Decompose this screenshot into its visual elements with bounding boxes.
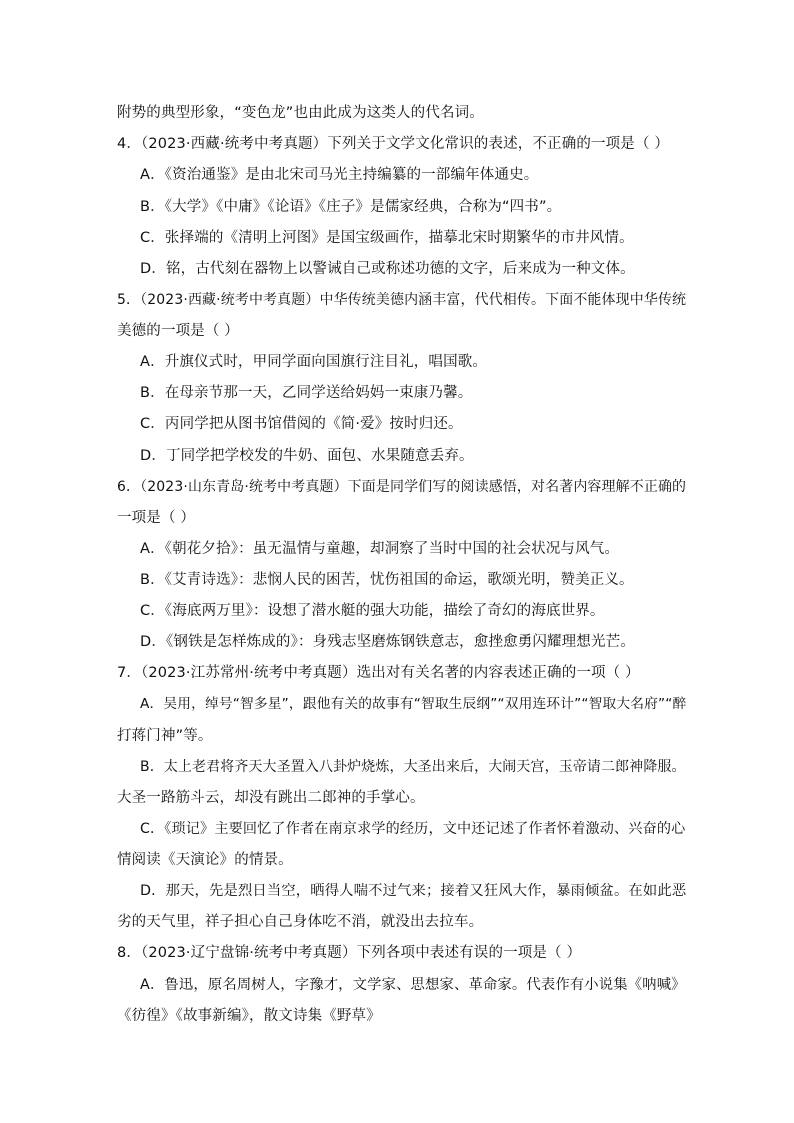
question-7-option-a: A．吴用，绰号“智多星”，跟他有关的故事有“智取生辰纲”“双用连环计”“智取大名府”“醉 — [140, 696, 687, 712]
question-6-option-c: C．《海底两万里》：设想了潜水艇的强大功能，描绘了奇幻的海底世界。 — [140, 603, 605, 619]
question-6-option-d: D．《钢铁是怎样炼成的》：身残志坚磨炼钢铁意志，愈挫愈勇闪耀理想光芒。 — [140, 634, 635, 650]
question-6-option-b: B．《艾青诗选》：悲悯人民的困苦，忧伤祖国的命运，歌颂光明，赞美正义。 — [140, 572, 634, 588]
question-5-option-a: A．升旗仪式时，甲同学面向国旗行注目礼，唱国歌。 — [140, 354, 488, 370]
question-6-option-a: A．《朝花夕拾》：虽无温情与童趣，却洞察了当时中国的社会状况与风气。 — [140, 541, 620, 557]
question-7-stem: 7．（2023·江苏常州·统考中考真题）选出对有关名著的内容表述正确的一项（ ） — [117, 665, 640, 681]
question-8-option-a: A．鲁迅，原名周树人，字豫才，文学家、思想家、革命家。代表作有小说集《呐喊》 — [140, 977, 686, 993]
question-5-stem: 5．（2023·西藏·统考中考真题）中华传统美德内涵丰富，代代相传。下面不能体现中华传统 — [117, 292, 687, 308]
question-8-option-a-cont: 《彷徨》《故事新编》，散文诗集《野草》 — [117, 1008, 381, 1024]
question-7-option-a-cont: 打蒋门神”等。 — [117, 728, 213, 744]
question-5-option-c: C．丙同学把从图书馆借阅的《简·爱》按时归还。 — [140, 416, 463, 432]
question-7-option-d-cont: 劣的天气里，祥子担心自己身体吃不消，就没出去拉车。 — [117, 914, 484, 930]
question-5-option-b: B．在母亲节那一天，乙同学送给妈妈一束康乃馨。 — [140, 385, 473, 401]
question-4-option-a: A．《资治通鉴》是由北宋司马光主持编纂的一部编年体通史。 — [140, 167, 539, 183]
question-7-option-b-cont: 大圣一路筋斗云，却没有跳出二郎神的手掌心。 — [117, 790, 425, 806]
question-6-stem: 6．（2023·山东青岛·统考中考真题）下面是同学们写的阅读感悟，对名著内容理解不正确的 — [117, 479, 687, 495]
question-4-option-d: D．铭，古代刻在器物上以警诫自己或称述功德的文字，后来成为一种文体。 — [140, 261, 635, 277]
question-4-stem: 4．（2023·西藏·统考中考真题）下列关于文学文化常识的表述，不正确的一项是（ ） — [117, 136, 670, 152]
question-6-stem-cont: 一项是（ ） — [117, 510, 196, 526]
question-7-option-c: C．《琐记》主要回忆了作者在南京求学的经历，文中还记述了作者怀着激动、兴奋的心 — [140, 821, 686, 837]
question-4-option-b: B．《大学》《中庸》《论语》《庄子》是儒家经典，合称为“四书”。 — [140, 199, 562, 215]
question-4-option-c: C．张择端的《清明上河图》是国宝级画作，描摹北宋时期繁华的市井风情。 — [140, 230, 634, 246]
question-7-option-d: D．那天，先是烈日当空，晒得人喘不过气来；接着又狂风大作，暴雨倾盆。在如此恶 — [140, 883, 687, 899]
text-line: 附势的典型形象，“变色龙”也由此成为这类人的代名词。 — [117, 105, 484, 121]
question-7-option-c-cont: 情阅读《天演论》的情景。 — [117, 852, 293, 868]
question-5-stem-cont: 美德的一项是（ ） — [117, 323, 239, 339]
question-5-option-d: D．丁同学把学校发的牛奶、面包、水果随意丢弃。 — [140, 448, 474, 464]
question-7-option-b: B．太上老君将齐天大圣置入八卦炉烧炼，大圣出来后，大闹天宫，玉帝请二郎神降服。 — [140, 759, 686, 775]
question-8-stem: 8．（2023·辽宁盘锦·统考中考真题）下列各项中表述有误的一项是（ ） — [117, 945, 582, 961]
